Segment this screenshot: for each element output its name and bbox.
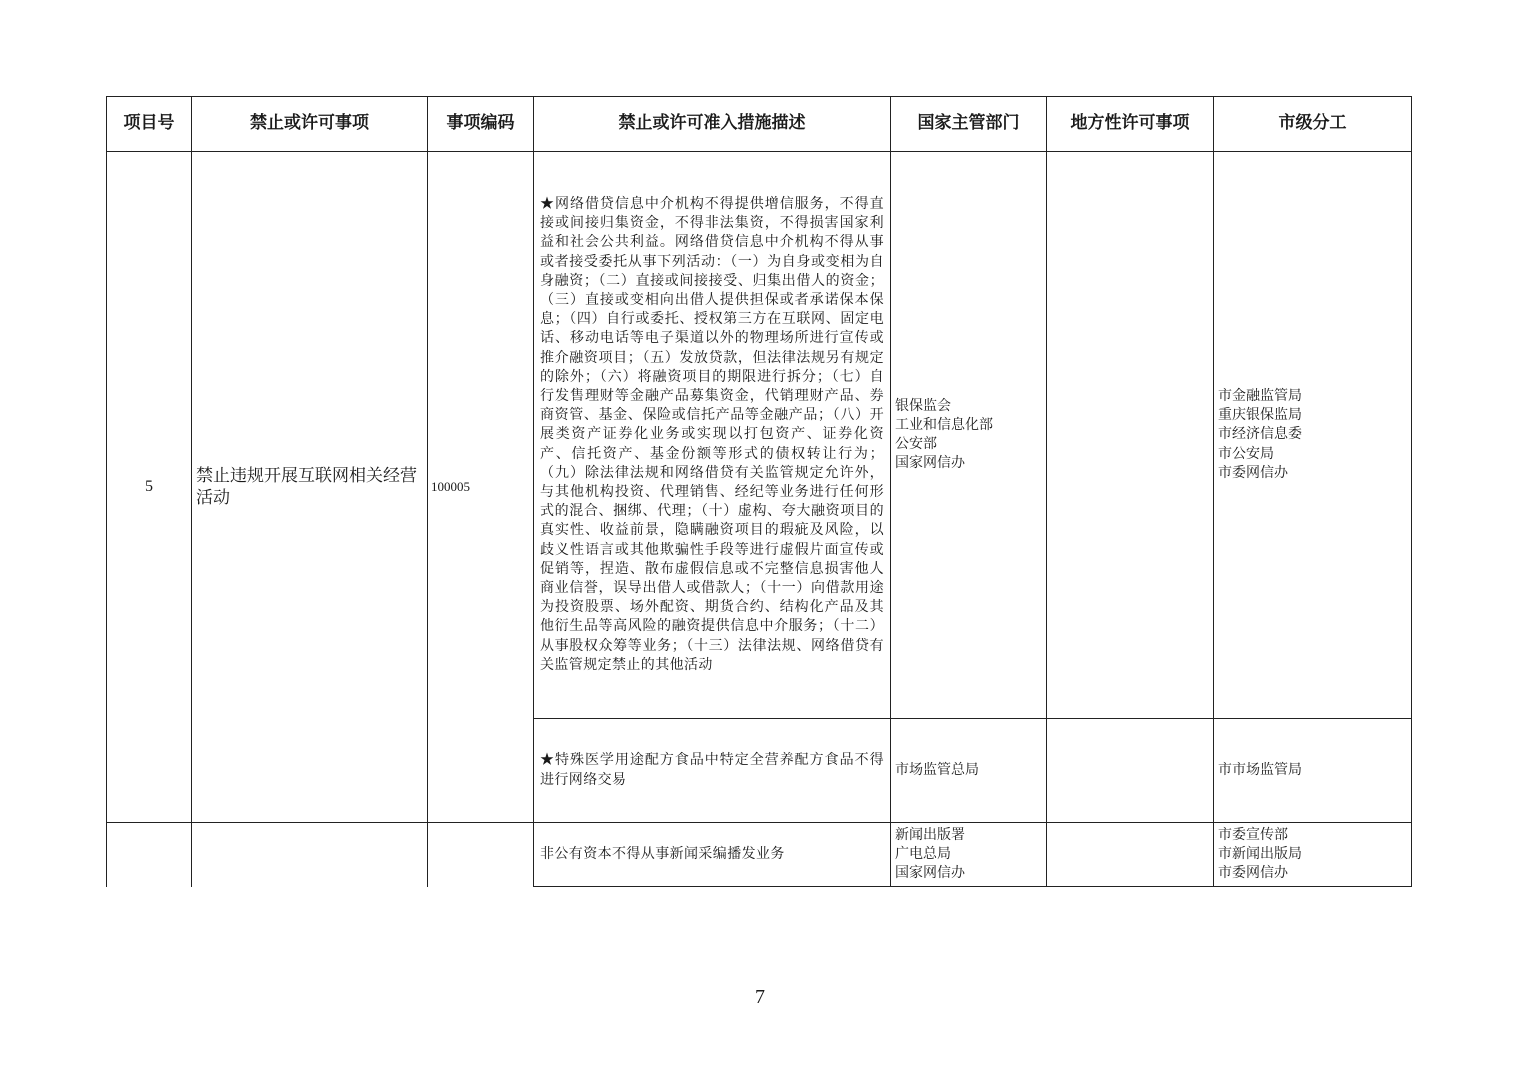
header-item-code: 事项编码 xyxy=(428,97,534,152)
city-divisions xyxy=(1214,719,1412,823)
item-number-continued xyxy=(107,823,192,887)
header-row xyxy=(107,97,1412,152)
department-name: 国家网信办 xyxy=(895,865,965,882)
city-department: 市公安局 xyxy=(1218,445,1274,462)
header-item-name: 禁止或许可事项 xyxy=(192,97,428,152)
item-number: 5 xyxy=(107,152,192,823)
department-name: 市场监管总局 xyxy=(895,761,979,778)
header-national-department: 国家主管部门 xyxy=(891,97,1047,152)
department-name: 工业和信息化部 xyxy=(895,416,993,433)
header-item-number: 项目号 xyxy=(107,97,192,152)
city-department: 市市场监管局 xyxy=(1218,761,1302,778)
measure-description: ★网络借贷信息中介机构不得提供增信服务，不得直接或间接归集资金，不得非法集资，不得损害国家利益和社会公共利益。网络借贷信息中介机构不得从事或者接受委托从事下列活动：（一）为自身或变相为自身融资；（二）直接或间接接受、归集出借人的资金；（三）直接或变相向出借人提供担保或者承诺保本保息；（四）自行或委托、授权第三方在互联网、固定电话、移动电话等电子渠道以外的物理场所进行宣传或推介融资项目；（五）发放贷款，但法律法规另有规定的除外；（六）将融资项目的期限进行拆分；（七）自行发售理财等金融产品募集资金，代销理财产品、券商资管、基金、保险或信托产品等金融产品；（八）开展类资产证券化业务或实现以打包资产、证券化资产、信托资产、基金份额等形式的债权转让行为；（九）除法律法规和网络借贷有关监管规定允许外，与其他机构投资、代理销售、经纪等业务进行任何形式的混合、捆绑、代理；（十）虚构、夸大融资项目的真实性、收益前景，隐瞒融资项目的瑕疵及风险，以歧义性语言或其他欺骗性手段等进行虚假片面宣传或促销等，捏造、散布虚假信息或不完整信息损害他人商业信誉，误导出借人或借款人；（十一）向借款用途为投资股票、场外配资、期货合约、结构化产品及其他衍生品等高风险的融资提供信息中介服务；（十二）从事股权众筹等业务；（十三）法律法规、网络借贷有关监管规定禁止的其他活动 xyxy=(534,152,891,719)
local-permit xyxy=(1047,152,1214,719)
local-permit xyxy=(1047,719,1214,823)
table-row xyxy=(107,152,1412,719)
measure-description: 非公有资本不得从事新闻采编播发业务 xyxy=(534,823,891,887)
city-department: 市委网信办 xyxy=(1218,464,1288,481)
city-department: 市金融监管局 xyxy=(1218,387,1302,404)
department-name: 银保监会 xyxy=(895,397,951,414)
item-code-continued xyxy=(428,823,534,887)
department-name: 新闻出版署 xyxy=(895,826,965,843)
department-name: 公安部 xyxy=(895,436,937,452)
city-department: 市委网信办 xyxy=(1218,865,1288,882)
department-name: 广电总局 xyxy=(895,845,951,862)
local-permit xyxy=(1047,823,1214,887)
department-name: 国家网信办 xyxy=(895,455,965,472)
header-description: 禁止或许可准入措施描述 xyxy=(534,97,891,152)
item-name-continued xyxy=(192,823,428,887)
city-department: 重庆银保监局 xyxy=(1218,407,1302,424)
item-code: 100005 xyxy=(428,152,534,823)
city-department: 市经济信息委 xyxy=(1218,426,1302,443)
measure-description: ★特殊医学用途配方食品中特定全营养配方食品不得进行网络交易 xyxy=(534,719,891,823)
city-divisions xyxy=(1214,152,1412,719)
page-number: 7 xyxy=(755,986,765,1008)
table-row xyxy=(107,823,1412,887)
permission-table xyxy=(106,96,1412,887)
national-departments xyxy=(891,719,1047,823)
city-divisions xyxy=(1214,823,1412,887)
item-name: 禁止违规开展互联网相关经营活动 xyxy=(192,152,428,823)
header-local-permit: 地方性许可事项 xyxy=(1047,97,1214,152)
city-department: 市新闻出版局 xyxy=(1218,845,1302,862)
header-city-division: 市级分工 xyxy=(1214,97,1412,152)
national-departments xyxy=(891,152,1047,719)
national-departments xyxy=(891,823,1047,887)
city-department: 市委宣传部 xyxy=(1218,826,1288,843)
